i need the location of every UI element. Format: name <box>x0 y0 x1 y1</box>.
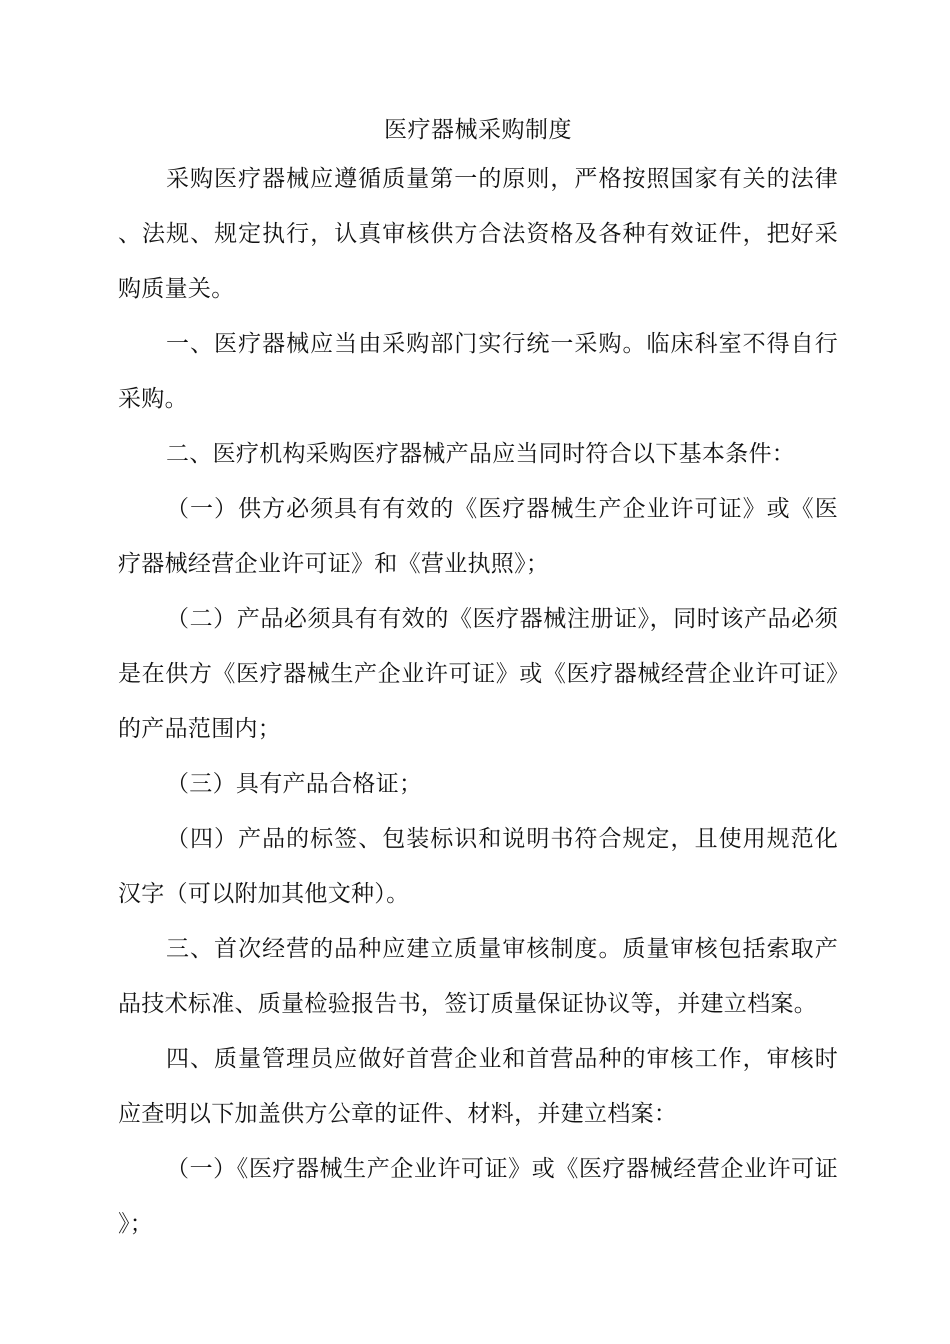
document-title: 医疗器械采购制度 <box>384 117 572 143</box>
paragraph-section-3: 三、首次经营的品种应建立质量审核制度。质量审核包括索取产品技术标准、质量检验报告书，签订质量保证协议等，并建立档案。 <box>118 936 838 1017</box>
paragraph-section-4: 四、质量管理员应做好首营企业和首营品种的审核工作，审核时应查明以下加盖供方公章的证件、材料，并建立档案： <box>118 1046 838 1127</box>
paragraph-intro: 采购医疗器械应遵循质量第一的原则，严格按照国家有关的法律、法规、规定执行，认真审核供方合法资格及各种有效证件，把好采购质量关。 <box>118 166 838 302</box>
paragraph-section-2-item-2: （二）产品必须具有有效的《医疗器械注册证》，同时该产品必须是在供方《医疗器械生产企业许可证》或《医疗器械经营企业许可证》的产品范围内； <box>118 606 838 742</box>
paragraph-section-2-item-4: （四）产品的标签、包装标识和说明书符合规定，且使用规范化汉字（可以附加其他文种）。 <box>118 826 838 907</box>
paragraph-section-1: 一、医疗器械应当由采购部门实行统一采购。临床科室不得自行采购。 <box>118 331 838 412</box>
paragraph-section-2: 二、医疗机构采购医疗器械产品应当同时符合以下基本条件： <box>166 441 796 467</box>
paragraph-section-2-item-3: （三）具有产品合格证； <box>166 771 423 797</box>
document-body <box>118 110 838 1252</box>
paragraph-section-4-item-1: （一）《医疗器械生产企业许可证》或《医疗器械经营企业许可证》； <box>118 1156 838 1237</box>
paragraph-section-2-item-1: （一）供方必须具有有效的《医疗器械生产企业许可证》或《医疗器械经营企业许可证》和《营业执照》； <box>118 496 838 577</box>
